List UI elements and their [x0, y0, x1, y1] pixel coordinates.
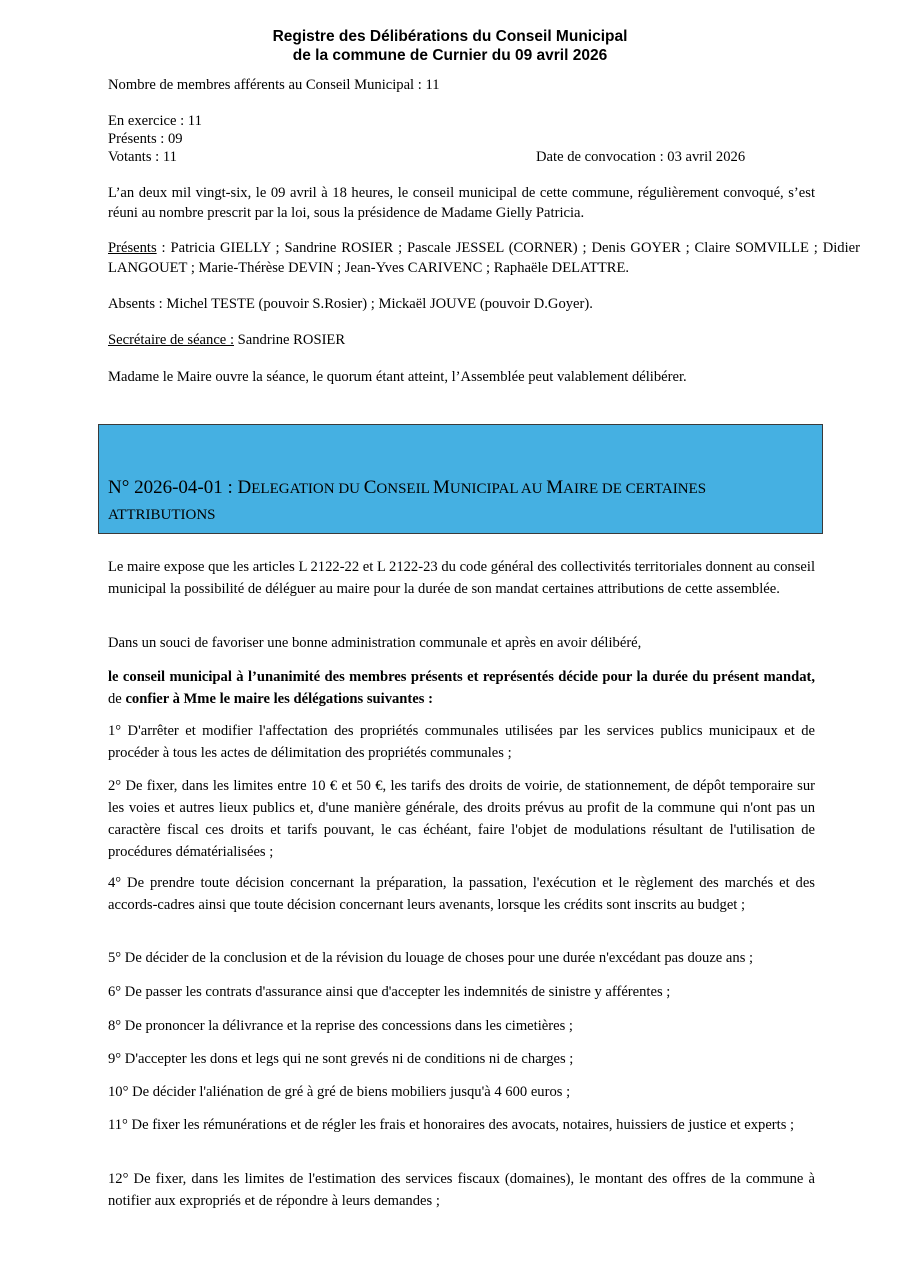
list-item: 8° De prononcer la délivrance et la reprise des concessions dans les cimetières ;: [108, 1018, 573, 1034]
votants-count: Votants : 11: [108, 149, 177, 165]
absents-paragraph: Absents : Michel TESTE (pouvoir S.Rosier) ; Mickaël JOUVE (pouvoir D.Goyer).: [108, 296, 593, 312]
title-part: UNICIPAL AU: [449, 481, 547, 497]
decision-paragraph: [108, 666, 815, 710]
souci-paragraph: Dans un souci de favoriser une bonne administration communale et après en avoir délibéré,: [108, 635, 642, 651]
title-part: ELEGATION DU: [251, 481, 364, 497]
list-item: 6° De passer les contrats d'assurance ainsi que d'accepter les indemnités de sinistre y afférentes ;: [108, 984, 671, 1000]
members-count: Nombre de membres afférents au Conseil Municipal : 11: [108, 77, 440, 93]
presents-paragraph: [108, 239, 860, 278]
decision-bold-1: le conseil municipal à l’unanimité des membres présents et représentés décide pour la durée du présent mandat,: [108, 669, 815, 685]
secretary-name: Sandrine ROSIER: [234, 332, 346, 348]
title-part: D: [237, 477, 252, 498]
title-part: M: [546, 477, 564, 498]
title-part: AIRE DE CERTAINES ATTRIBUTIONS: [108, 481, 707, 523]
list-item: 4° De prendre toute décision concernant la préparation, la passation, l'exécution et le règlement des marchés et des accords-cadres ainsi que toute décision concernant leurs avenants, lorsque les crédits sont inscrits au budget ;: [108, 875, 815, 913]
opening-paragraph: Madame le Maire ouvre la séance, le quorum étant atteint, l’Assemblée peut valablement délibérer.: [108, 369, 687, 385]
decision-bold-2: confier à Mme le maire les délégations suivantes :: [125, 691, 433, 707]
deliberation-number: N° 2026-04-01 :: [108, 477, 238, 498]
title-line-2: de la commune de Curnier du 09 avril 2026: [292, 47, 608, 64]
title-part: C: [363, 477, 377, 498]
document-title: [0, 27, 900, 65]
title-part: ONSEIL: [376, 481, 433, 497]
presents-label: Présents: [108, 240, 157, 256]
deliberation-title: [108, 475, 808, 528]
list-item: 2° De fixer, dans les limites entre 10 € et 50 €, les tarifs des droits de voirie, de stationnement, de dépôt temporaire sur les voies et autres lieux publics et, d'une manière générale, des droits prévus au profit de la commune qui n'ont pas un caractère fiscal ces droits et tarifs pouvant, le cas échéant, faire l'objet de modulations résultant de l'utilisation de procédures dématérialisées ;: [108, 778, 815, 860]
intro-paragraph: L’an deux mil vingt-six, le 09 avril à 18 heures, le conseil municipal de cette commune, régulièrement convoqué, s’est réuni au nombre prescrit par la loi, sous la présidence de Madame Gielly Patricia.: [108, 185, 815, 221]
secretary-paragraph: [108, 331, 815, 349]
list-item: 5° De décider de la conclusion et de la révision du louage de choses pour une durée n'excédant pas douze ans ;: [108, 950, 754, 966]
list-item: 9° D'accepter les dons et legs qui ne sont grevés ni de conditions ni de charges ;: [108, 1051, 574, 1067]
presents-names: : Patricia GIELLY ; Sandrine ROSIER ; Pascale JESSEL (CORNER) ; Denis GOYER ; Claire SOMVILLE ; Didier LANGOUET ; Marie-Thérèse DEVIN ; Jean-Yves CARIVENC ; Raphaële DELATTRE.: [108, 240, 860, 276]
list-item: 10° De décider l'aliénation de gré à gré de biens mobiliers jusqu'à 4 600 euros ;: [108, 1084, 571, 1100]
en-exercice: En exercice : 11: [108, 113, 202, 129]
decision-plain: de: [108, 691, 126, 707]
list-item: 1° D'arrêter et modifier l'affectation des propriétés communales utilisées par les services publics municipaux et de procéder à tous les actes de délimitation des propriétés communales ;: [108, 723, 815, 761]
expose-paragraph: Le maire expose que les articles L 2122-22 et L 2122-23 du code général des collectivités territoriales donnent au conseil municipal la possibilité de déléguer au maire pour la durée de son mandat certaines attributions de cette assemblée.: [108, 559, 815, 597]
title-part: M: [432, 477, 450, 498]
title-line-1: Registre des Délibérations du Conseil Municipal: [272, 28, 628, 45]
list-item: 11° De fixer les rémunérations et de régler les frais et honoraires des avocats, notaires, huissiers de justice et experts ;: [108, 1117, 795, 1133]
list-item: 12° De fixer, dans les limites de l'estimation des services fiscaux (domaines), le montant des offres de la commune à notifier aux expropriés et de répondre à leurs demandes ;: [108, 1171, 815, 1209]
secretary-label: Secrétaire de séance :: [108, 332, 234, 348]
convocation-date: Date de convocation : 03 avril 2026: [536, 149, 746, 165]
presents-count: Présents : 09: [108, 131, 183, 147]
deliberation-banner: [98, 424, 823, 534]
